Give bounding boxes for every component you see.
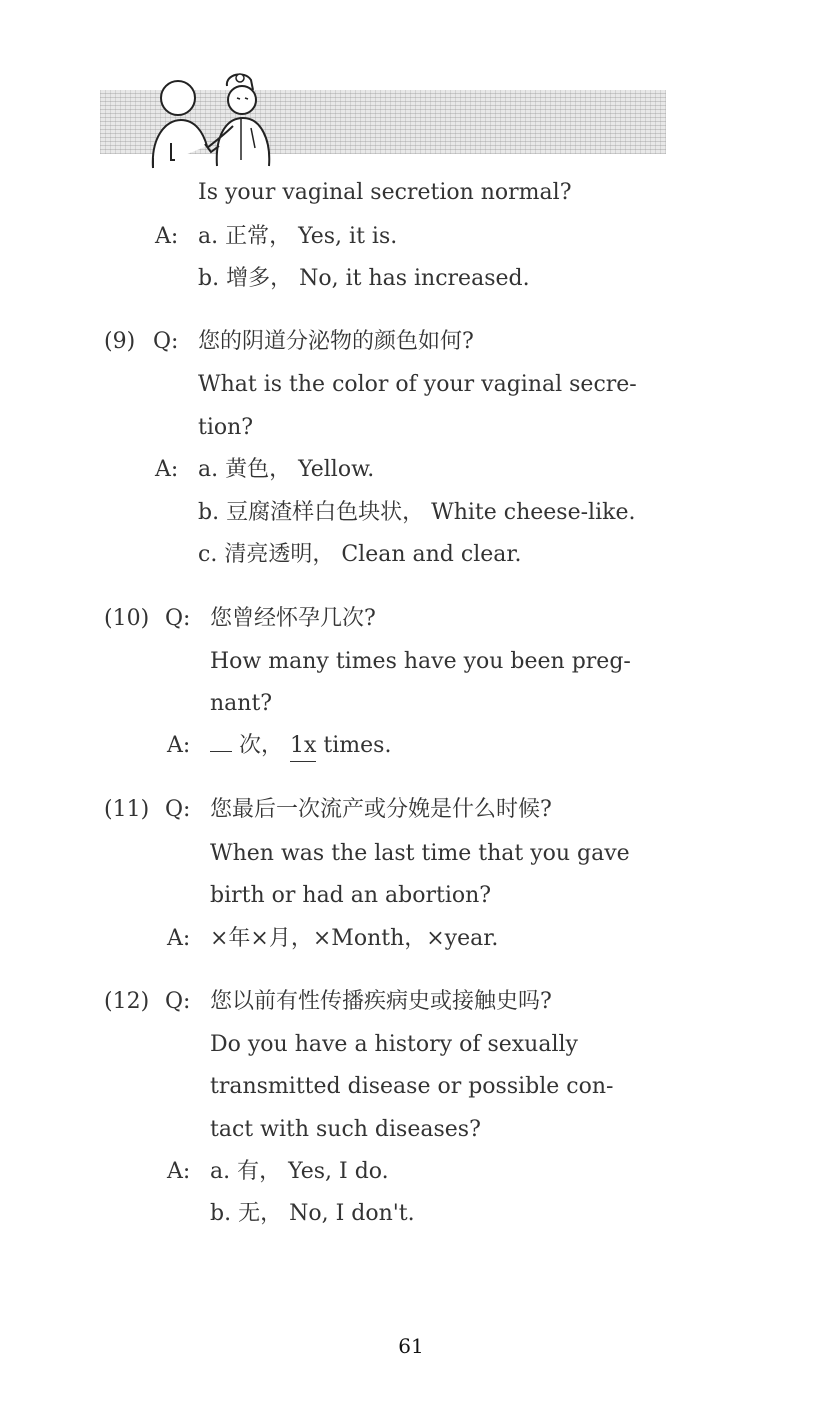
q12-answer-a (210, 1157, 389, 1187)
q10-english-line-2: nant? (210, 691, 273, 716)
answer-blank (210, 751, 232, 752)
q11-english-line-1: When was the last time that you gave (210, 841, 630, 866)
q11-chinese: 您最后一次流产或分娩是什么时候? (210, 797, 552, 822)
q12-answer-label: A: (167, 1159, 191, 1184)
q11-answer-label: A: (167, 926, 191, 951)
q10-answer (210, 731, 391, 762)
q9-answer-b (198, 498, 635, 528)
answer-chinese: 清亮透明， (224, 542, 335, 567)
q9-chinese: 您的阴道分泌物的颜色如何? (198, 329, 474, 354)
q11-q-label: Q: (165, 797, 191, 822)
q9-answer-label: A: (155, 457, 179, 482)
answer-english: Yellow. (298, 457, 375, 482)
answer-english: No, I don't. (289, 1201, 415, 1226)
q12-number: (12) (104, 989, 150, 1014)
answer-english: No, it has increased. (299, 266, 530, 291)
q12-english-line-2: transmitted disease or possible con- (210, 1074, 614, 1099)
q8-answer-b (198, 264, 530, 294)
answer-chinese: 有， (237, 1159, 282, 1184)
q10-answer-label: A: (167, 733, 191, 758)
section-header (100, 68, 670, 173)
answer-chinese: 黄色， (225, 457, 292, 482)
answer-letter: a. (198, 457, 219, 482)
q9-english-line-1: What is the color of your vaginal secre- (198, 372, 637, 397)
answer-chinese: 正常， (225, 224, 292, 249)
q9-number: (9) (104, 329, 136, 354)
q12-english-line-3: tact with such diseases? (210, 1117, 481, 1142)
answer-english: times. (323, 733, 392, 758)
answer-letter: b. (198, 500, 220, 525)
answer-chinese: 次， (239, 733, 284, 758)
answer-blank: 1x (290, 731, 316, 762)
answer-chinese: 无， (238, 1201, 283, 1226)
answer-letter: a. (210, 1159, 231, 1184)
q12-answer-b (210, 1199, 415, 1229)
q11-english-line-2: birth or had an abortion? (210, 883, 492, 908)
answer-english: White cheese-like. (431, 500, 636, 525)
q11-answer: ×年×月，×Month，×year. (210, 926, 499, 951)
q9-answer-c (198, 540, 521, 570)
page-number: 61 (398, 1334, 424, 1358)
q12-english-line-1: Do you have a history of sexually (210, 1032, 578, 1057)
q9-answer-a (198, 455, 374, 485)
answer-chinese: 豆腐渣样白色块状， (226, 500, 425, 525)
q9-q-label: Q: (153, 329, 179, 354)
q10-q-label: Q: (165, 606, 191, 631)
answer-chinese: 增多， (226, 266, 293, 291)
q9-english-line-2: tion? (198, 415, 254, 440)
q12-chinese: 您以前有性传播疾病史或接触史吗? (210, 989, 552, 1014)
q8-answer-label: A: (155, 224, 179, 249)
answer-letter: a. (198, 224, 219, 249)
q8-english: Is your vaginal secretion normal? (198, 180, 572, 205)
answer-letter: b. (198, 266, 220, 291)
answer-english: Yes, I do. (288, 1159, 389, 1184)
q11-number: (11) (104, 797, 150, 822)
q12-q-label: Q: (165, 989, 191, 1014)
doctor-patient-illustration (145, 68, 285, 173)
answer-english: Clean and clear. (341, 542, 522, 567)
q10-chinese: 您曾经怀孕几次? (210, 606, 376, 631)
q10-english-line-1: How many times have you been preg- (210, 649, 631, 674)
answer-english: Yes, it is. (298, 224, 398, 249)
answer-letter: c. (198, 542, 218, 567)
answer-letter: b. (210, 1201, 232, 1226)
q10-number: (10) (104, 606, 150, 631)
q8-answer-a (198, 222, 397, 252)
